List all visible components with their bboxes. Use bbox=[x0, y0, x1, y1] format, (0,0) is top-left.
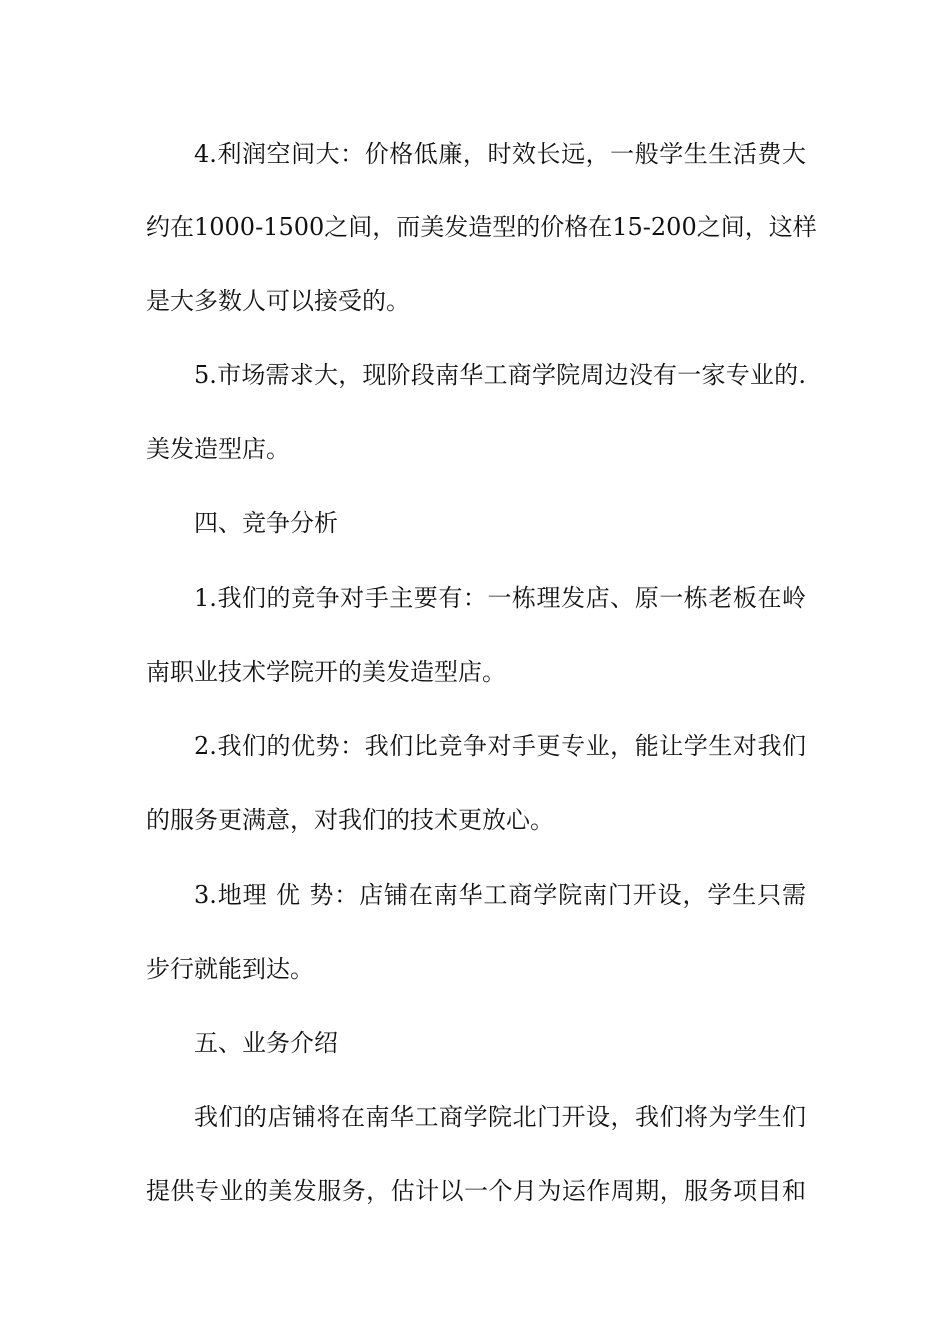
section-heading-business: 五、业务介绍 bbox=[194, 1029, 338, 1057]
paragraph-4-line-1: 4.利润空间大：价格低廉，时效长远，一般学生生活费大 bbox=[194, 140, 806, 168]
competition-3-line-1: 3.地理 优 势：店铺在南华工商学院南门开设，学生只需 bbox=[194, 881, 806, 909]
competition-1-line-2: 南职业技术学院开的美发造型店。 bbox=[146, 658, 506, 686]
paragraph-4-line-3: 是大多数人可以接受的。 bbox=[146, 287, 410, 315]
competition-1-line-1: 1.我们的竞争对手主要有：一栋理发店、原一栋老板在岭 bbox=[194, 584, 806, 612]
section-heading-competition: 四、竞争分析 bbox=[194, 509, 338, 537]
paragraph-5-line-2: 美发造型店。 bbox=[146, 435, 290, 463]
competition-2-line-1: 2.我们的优势：我们比竞争对手更专业，能让学生对我们 bbox=[194, 732, 806, 760]
paragraph-5-line-1: 5.市场需求大，现阶段南华工商学院周边没有一家专业的. bbox=[194, 361, 806, 389]
competition-2-line-2: 的服务更满意，对我们的技术更放心。 bbox=[146, 806, 554, 834]
business-line-2: 提供专业的美发服务，估计以一个月为运作周期，服务项目和 bbox=[146, 1177, 806, 1205]
business-line-1: 我们的店铺将在南华工商学院北门开设，我们将为学生们 bbox=[194, 1103, 806, 1131]
competition-3-line-2: 步行就能到达。 bbox=[146, 955, 314, 983]
paragraph-4-line-2: 约在1000-1500之间，而美发造型的价格在15-200之间，这样 bbox=[146, 213, 817, 241]
